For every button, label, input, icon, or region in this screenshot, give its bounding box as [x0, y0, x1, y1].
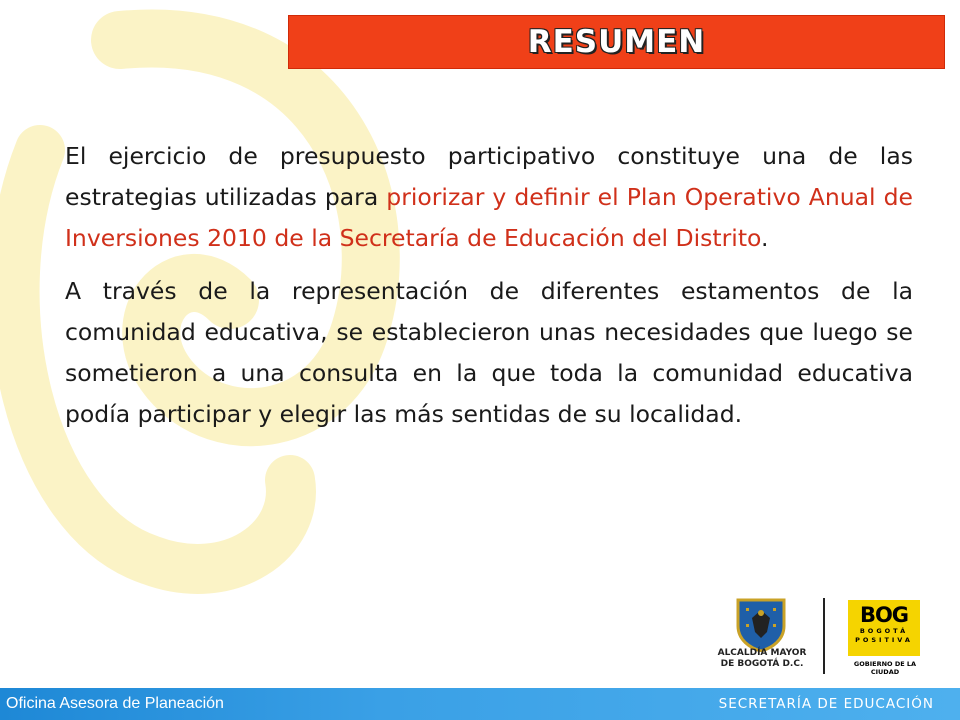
bog-logo-line-1: BOGOTÁ: [859, 627, 909, 635]
bog-logo-line-2: POSITIVA: [855, 636, 913, 644]
footer-office-label: Oficina Asesora de Planeación: [6, 695, 224, 712]
paragraph-1: [65, 136, 913, 259]
institution-logos: [700, 592, 940, 682]
slide-body: [65, 136, 913, 447]
title-bar: [288, 15, 945, 69]
paragraph-2: A través de la representación de diferentes estamentos de la comunidad educativa, se establecieron unas necesidades que luego se sometieron a una consulta en la que toda la comunidad educativa podía participar y elegir las más sentidas de su localidad.: [65, 277, 913, 428]
slide-title: RESUMEN: [527, 24, 706, 60]
paragraph-1-highlight: priorizar y definir el Plan Operativo Anual de Inversiones 2010 de la Secretaría de Educación del Distrito: [65, 183, 913, 252]
alcaldia-line-1: ALCALDÍA MAYOR: [717, 648, 807, 658]
bogota-coat-of-arms-icon: [730, 598, 792, 652]
footer-bar: [0, 688, 960, 720]
alcaldia-text: [702, 648, 822, 670]
paragraph-1-text-before: El ejercicio de presupuesto participativo constituye una de las estrategias utilizadas para: [65, 142, 913, 211]
bogota-positiva-logo: [848, 600, 920, 656]
footer-secretaria-label: SECRETARÍA DE EDUCACIÓN: [718, 696, 934, 712]
alcaldia-line-2: DE BOGOTÁ D.C.: [720, 659, 804, 669]
logo-separator: [823, 598, 825, 674]
paragraph-1-text-after: .: [761, 224, 769, 252]
gobierno-text: GOBIERNO DE LA CIUDAD: [853, 660, 917, 676]
bog-logo-word: BOG: [859, 603, 909, 627]
